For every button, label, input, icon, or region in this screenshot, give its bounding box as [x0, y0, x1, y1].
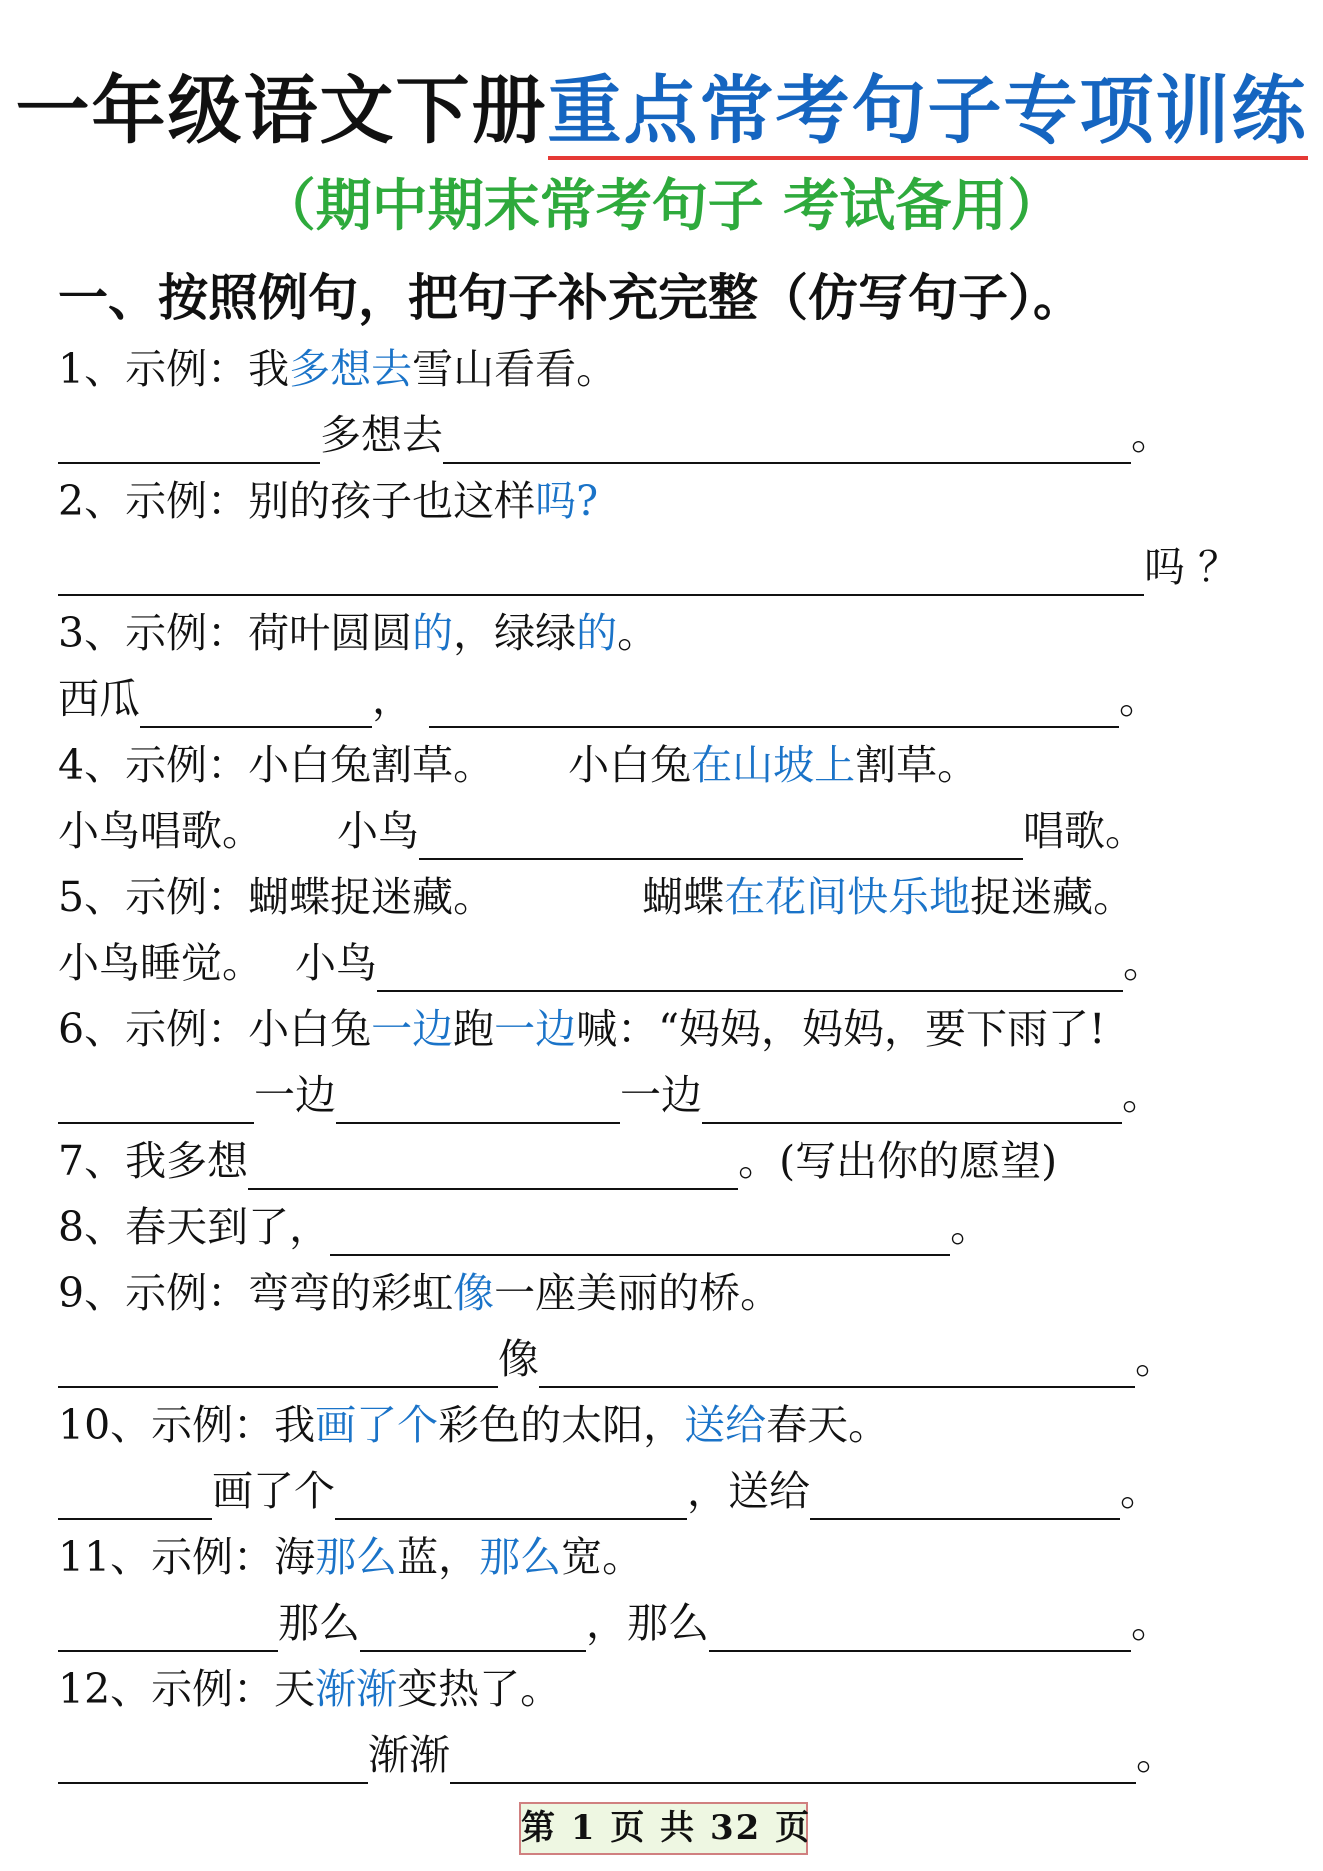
example-highlight: 渐渐	[315, 1665, 398, 1713]
q11-example	[58, 1528, 643, 1586]
answer-blank[interactable]	[140, 682, 372, 728]
answer-keyword: ，送给	[687, 1467, 810, 1515]
example-text: 5、示例：蝴蝶捉迷藏。	[58, 873, 495, 921]
q4-answer-line	[58, 802, 1146, 860]
answer-end: 唱歌。	[1023, 807, 1146, 855]
prompt-text: 8、春天到了，	[58, 1203, 331, 1251]
answer-end: 。	[1123, 939, 1164, 987]
example-text: 跑	[453, 1005, 495, 1053]
answer-blank[interactable]	[58, 1606, 278, 1652]
answer-keyword: 一边	[254, 1071, 336, 1119]
example-text: ，绿绿	[453, 609, 577, 657]
example-highlight: 一边	[371, 1005, 454, 1053]
answer-blank[interactable]	[810, 1474, 1120, 1520]
q1-example	[58, 340, 617, 398]
answer-blank[interactable]	[450, 1738, 1136, 1784]
answer-keyword: 西瓜	[58, 675, 140, 723]
answer-keyword: 小鸟	[337, 807, 419, 855]
q3-answer-line	[58, 670, 1160, 728]
example-text: 9、示例：弯弯的彩虹	[58, 1269, 454, 1317]
q3-example	[58, 604, 658, 662]
answer-blank[interactable]	[58, 1078, 254, 1124]
example-highlight: 送给	[684, 1401, 767, 1449]
q7-line	[58, 1132, 1057, 1190]
answer-end: 吗 ？	[1144, 543, 1240, 591]
answer-blank[interactable]	[360, 1606, 586, 1652]
example-text: 宽。	[561, 1533, 644, 1581]
answer-blank[interactable]	[58, 418, 320, 464]
example-highlight: 多想去	[289, 345, 413, 393]
q6-answer-line	[58, 1066, 1163, 1124]
example-text: 1、示例：我	[58, 345, 290, 393]
example-highlight: 的	[412, 609, 454, 657]
answer-keyword: 小鸟睡觉。	[58, 939, 263, 987]
title-black-part: 一年级语文下册	[15, 68, 548, 154]
answer-blank[interactable]	[335, 1474, 687, 1520]
q5-answer-line	[58, 934, 1164, 992]
example-highlight: 在花间快乐地	[724, 873, 971, 921]
prompt-text: 。(写出你的愿望)	[738, 1137, 1058, 1185]
q2-answer-line	[58, 538, 1239, 596]
example-highlight: 吗?	[535, 477, 599, 525]
q5-example	[58, 868, 1134, 926]
example-text: 12、示例：天	[58, 1665, 316, 1713]
example-text: 蓝，	[397, 1533, 480, 1581]
example-text: 2、示例：别的孩子也这样	[58, 477, 536, 525]
answer-blank[interactable]	[702, 1078, 1122, 1124]
example-highlight: 在山坡上	[691, 741, 856, 789]
example-highlight: 一边	[494, 1005, 577, 1053]
example-text: 喊：“妈妈，妈妈，要下雨了!	[576, 1005, 1106, 1053]
example-text: 捉迷藏。	[970, 873, 1135, 921]
answer-keyword: 多想去	[320, 411, 443, 459]
q2-example	[58, 472, 598, 530]
example-highlight: 那么	[479, 1533, 562, 1581]
answer-blank[interactable]	[429, 682, 1119, 728]
answer-keyword: 小鸟唱歌。	[58, 807, 263, 855]
page-subtitle: （期中期末常考句子 考试备用）	[259, 174, 1064, 239]
example-text: 11、示例：海	[58, 1533, 316, 1581]
example-text: 10、示例：我	[58, 1401, 316, 1449]
answer-keyword: 那么	[278, 1599, 360, 1647]
answer-blank[interactable]	[443, 418, 1131, 464]
answer-keyword: 渐渐	[368, 1731, 450, 1779]
answer-end: 。	[1135, 1335, 1176, 1383]
answer-end: 。	[1122, 1071, 1163, 1119]
example-highlight: 的	[576, 609, 618, 657]
q12-example	[58, 1660, 561, 1718]
example-text: 4、示例：小白兔割草。	[58, 741, 495, 789]
answer-end: 。	[1131, 1599, 1172, 1647]
q11-answer-line	[58, 1594, 1172, 1652]
example-text: 彩色的太阳，	[438, 1401, 685, 1449]
answer-blank[interactable]	[58, 1342, 498, 1388]
answer-end: 。	[1119, 675, 1160, 723]
q8-line	[58, 1198, 991, 1256]
answer-blank[interactable]	[330, 1210, 950, 1256]
title-blue-part: 重点常考句子专项训练	[548, 68, 1308, 160]
answer-blank[interactable]	[539, 1342, 1135, 1388]
example-text: 蝴蝶	[642, 873, 725, 921]
example-text: 。	[617, 609, 659, 657]
q10-answer-line	[58, 1462, 1161, 1520]
section-heading: 一、按照例句，把句子补充完整（仿写句子）。	[58, 269, 1083, 327]
example-highlight: 那么	[315, 1533, 398, 1581]
q1-answer-line	[58, 406, 1172, 464]
page-title	[0, 66, 1323, 156]
example-text: 3、示例：荷叶圆圆	[58, 609, 413, 657]
q4-example	[58, 736, 978, 794]
page-number-badge: 第 1 页 共 32 页	[519, 1802, 808, 1855]
answer-keyword: ，那么	[586, 1599, 709, 1647]
example-text: 6、示例：小白兔	[58, 1005, 372, 1053]
answer-blank[interactable]	[58, 1738, 368, 1784]
prompt-text: 。	[950, 1203, 992, 1251]
answer-keyword: 画了个	[212, 1467, 335, 1515]
answer-keyword: 像	[498, 1335, 539, 1383]
answer-blank[interactable]	[419, 814, 1023, 860]
answer-blank[interactable]	[709, 1606, 1131, 1652]
example-text: 雪山看看。	[412, 345, 618, 393]
prompt-text: 7、我多想	[58, 1137, 249, 1185]
example-text: 变热了。	[397, 1665, 562, 1713]
answer-blank[interactable]	[58, 1474, 212, 1520]
example-text: 割草。	[855, 741, 979, 789]
answer-keyword: 一边	[620, 1071, 702, 1119]
example-highlight: 画了个	[315, 1401, 439, 1449]
q6-example	[58, 1000, 1106, 1058]
example-text: 一座美丽的桥。	[494, 1269, 782, 1317]
answer-blank[interactable]	[58, 550, 1144, 596]
q9-answer-line	[58, 1330, 1176, 1388]
q9-example	[58, 1264, 781, 1322]
answer-end: 。	[1120, 1467, 1161, 1515]
answer-blank[interactable]	[248, 1144, 738, 1190]
example-text: 小白兔	[568, 741, 692, 789]
answer-blank[interactable]	[377, 946, 1123, 992]
answer-end: 。	[1131, 411, 1172, 459]
q10-example	[58, 1396, 889, 1454]
answer-end: 。	[1136, 1731, 1177, 1779]
answer-blank[interactable]	[336, 1078, 620, 1124]
example-highlight: 像	[453, 1269, 495, 1317]
q12-answer-line	[58, 1726, 1177, 1784]
example-text: 春天。	[766, 1401, 890, 1449]
answer-keyword: ，	[372, 675, 413, 723]
answer-keyword: 小鸟	[295, 939, 377, 987]
